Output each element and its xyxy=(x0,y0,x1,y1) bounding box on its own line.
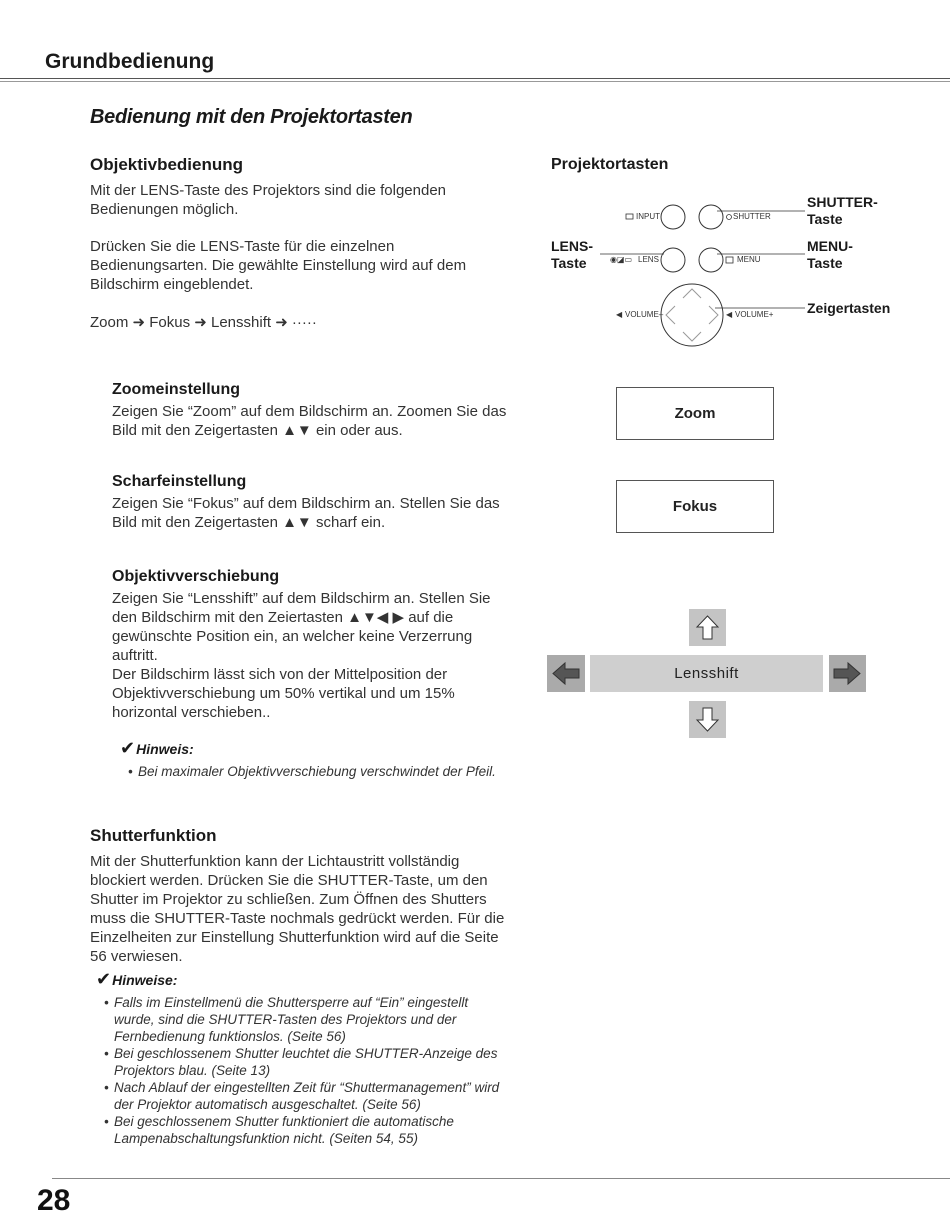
zoom-text: Zeigen Sie “Zoom” auf dem Bildschirm an. Zoomen Sie das Bild mit den Zeigertasten ▲▼ ein oder aus. xyxy=(112,403,507,439)
check-icon: ✔ xyxy=(96,969,112,989)
callout-lens xyxy=(551,238,593,272)
shutter-button[interactable] xyxy=(699,205,723,229)
callout-lens-line1: LENS- xyxy=(551,238,593,254)
shutter-text: Mit der Shutterfunktion kann der Lichtaustritt vollständig blockiert werden. Drücken Sie die SHUTTER-Taste, um den Shutter im Projektor zu schließen. Zum Öffnen des Shutters muss die SHUTTER-Taste nochmals gedrückt werden. Für die Einzelheiten zur Einstellung Shutterfunktion wird auf die Seite 56 verwiesen. xyxy=(90,853,505,965)
control-panel-diagram xyxy=(595,195,815,355)
zoom-section xyxy=(112,381,507,440)
callout-shutter-line1: SHUTTER- xyxy=(807,194,878,210)
label-lens: LENS xyxy=(638,255,659,264)
header-rule xyxy=(0,78,950,79)
callout-shutter xyxy=(807,194,878,228)
arrow-down-icon xyxy=(689,701,726,738)
pointer-ring[interactable] xyxy=(661,284,723,346)
callout-shutter-line2: Taste xyxy=(807,211,843,227)
arrow-left-icon xyxy=(547,655,585,692)
section-title: Bedienung mit den Projektortasten xyxy=(90,106,413,128)
arrow-up-icon xyxy=(689,609,726,646)
note-item: • Nach Ablauf der eingestellten Zeit für “Shuttermanagement” wird der Projektor automatisch ausgeschaltet. (Seite 56) xyxy=(104,1079,511,1113)
speaker-icon: ◀ xyxy=(726,310,733,319)
header-rule-thin xyxy=(0,81,950,82)
footer-rule xyxy=(52,1178,950,1179)
note-title: Hinweis: xyxy=(136,741,194,757)
up-arrow-button xyxy=(689,609,726,646)
callout-menu xyxy=(807,238,853,272)
label-menu: MENU xyxy=(737,255,761,264)
speaker-icon: ◀ xyxy=(616,310,623,319)
lensshift-heading: Objektivverschiebung xyxy=(112,568,280,585)
down-arrow-button xyxy=(689,701,726,738)
shutter-heading: Shutterfunktion xyxy=(90,826,217,845)
callout-menu-line2: Taste xyxy=(807,255,843,271)
zoom-heading: Zoomeinstellung xyxy=(112,381,240,398)
lensshift-note xyxy=(120,738,510,780)
lensshift-text1: Zeigen Sie “Lensshift” auf dem Bildschirm an. Stellen Sie den Bildschirm mit den Zeiertasten ▲▼◀ ▶ auf die gewünschte Position ein, an welcher keine Verzerrung auftritt. xyxy=(112,590,491,664)
lensshift-section xyxy=(112,568,507,722)
lens-heading: Objektivbedienung xyxy=(90,155,244,174)
focus-heading: Scharfeinstellung xyxy=(112,473,247,490)
lens-para2: Drücken Sie die LENS-Taste für die einzelnen Bedienungsarten. Die gewählte Einstellung wird auf dem Bildschirm eingeblendet. xyxy=(90,238,467,293)
shutter-icon xyxy=(727,215,732,220)
focus-osd: Fokus xyxy=(616,480,774,533)
label-input: INPUT xyxy=(636,212,660,221)
left-arrow-button xyxy=(547,655,585,692)
shutter-section xyxy=(90,826,505,966)
note-item: • Falls im Einstellmenü die Shuttersperre auf “Ein” eingestellt wurde, sind die SHUTTER-Tasten des Projektors und der Fernbedienung funktionslos. (Seite 56) xyxy=(104,994,511,1045)
label-volume-plus: VOLUME+ xyxy=(735,310,774,319)
note-item: • Bei geschlossenem Shutter leuchtet die SHUTTER-Anzeige des Projektors blau. (Seite 13) xyxy=(104,1045,511,1079)
focus-section xyxy=(112,473,507,532)
label-shutter: SHUTTER xyxy=(733,212,771,221)
input-button[interactable] xyxy=(661,205,685,229)
shutter-notes xyxy=(96,969,511,1147)
input-icon xyxy=(626,214,633,219)
callout-pointer: Zeigertasten xyxy=(807,300,891,316)
lens-intro: Mit der LENS-Taste des Projektors sind die folgenden Bedienungen möglich. xyxy=(90,182,447,218)
lens-icons: ◉◪▭ xyxy=(610,255,633,264)
menu-icon xyxy=(726,257,733,263)
note-item: • Bei maximaler Objektivverschiebung verschwindet der Pfeil. xyxy=(128,763,510,780)
lens-section xyxy=(90,155,500,332)
lens-sequence: Zoom ➜ Fokus ➜ Lensshift ➜ ····· xyxy=(90,314,317,331)
pointer-arrows xyxy=(666,289,718,341)
zoom-osd: Zoom xyxy=(616,387,774,440)
callout-lens-line2: Taste xyxy=(551,255,587,271)
chapter-title: Grundbedienung xyxy=(45,50,215,73)
panel-heading: Projektortasten xyxy=(551,156,669,173)
label-volume-minus: VOLUME– xyxy=(625,310,664,319)
menu-button[interactable] xyxy=(699,248,723,272)
callout-menu-line1: MENU- xyxy=(807,238,853,254)
lensshift-osd: Lensshift xyxy=(590,655,823,692)
focus-text: Zeigen Sie “Fokus” auf dem Bildschirm an. Stellen Sie das Bild mit den Zeigertasten ▲▼ scharf ein. xyxy=(112,495,500,531)
note-item: • Bei geschlossenem Shutter funktioniert die automatische Lampenabschaltungsfunktion nicht. (Seiten 54, 55) xyxy=(104,1113,511,1147)
arrow-right-icon xyxy=(829,655,866,692)
lens-button[interactable] xyxy=(661,248,685,272)
lensshift-text2: Der Bildschirm lässt sich von der Mittelposition der Objektivverschiebung um 50% vertikal und um 15% horizontal verschieben.. xyxy=(112,666,455,721)
check-icon: ✔ xyxy=(120,738,136,758)
notes-title: Hinweise: xyxy=(112,972,178,988)
page-number: 28 xyxy=(37,1184,71,1217)
right-arrow-button xyxy=(829,655,866,692)
